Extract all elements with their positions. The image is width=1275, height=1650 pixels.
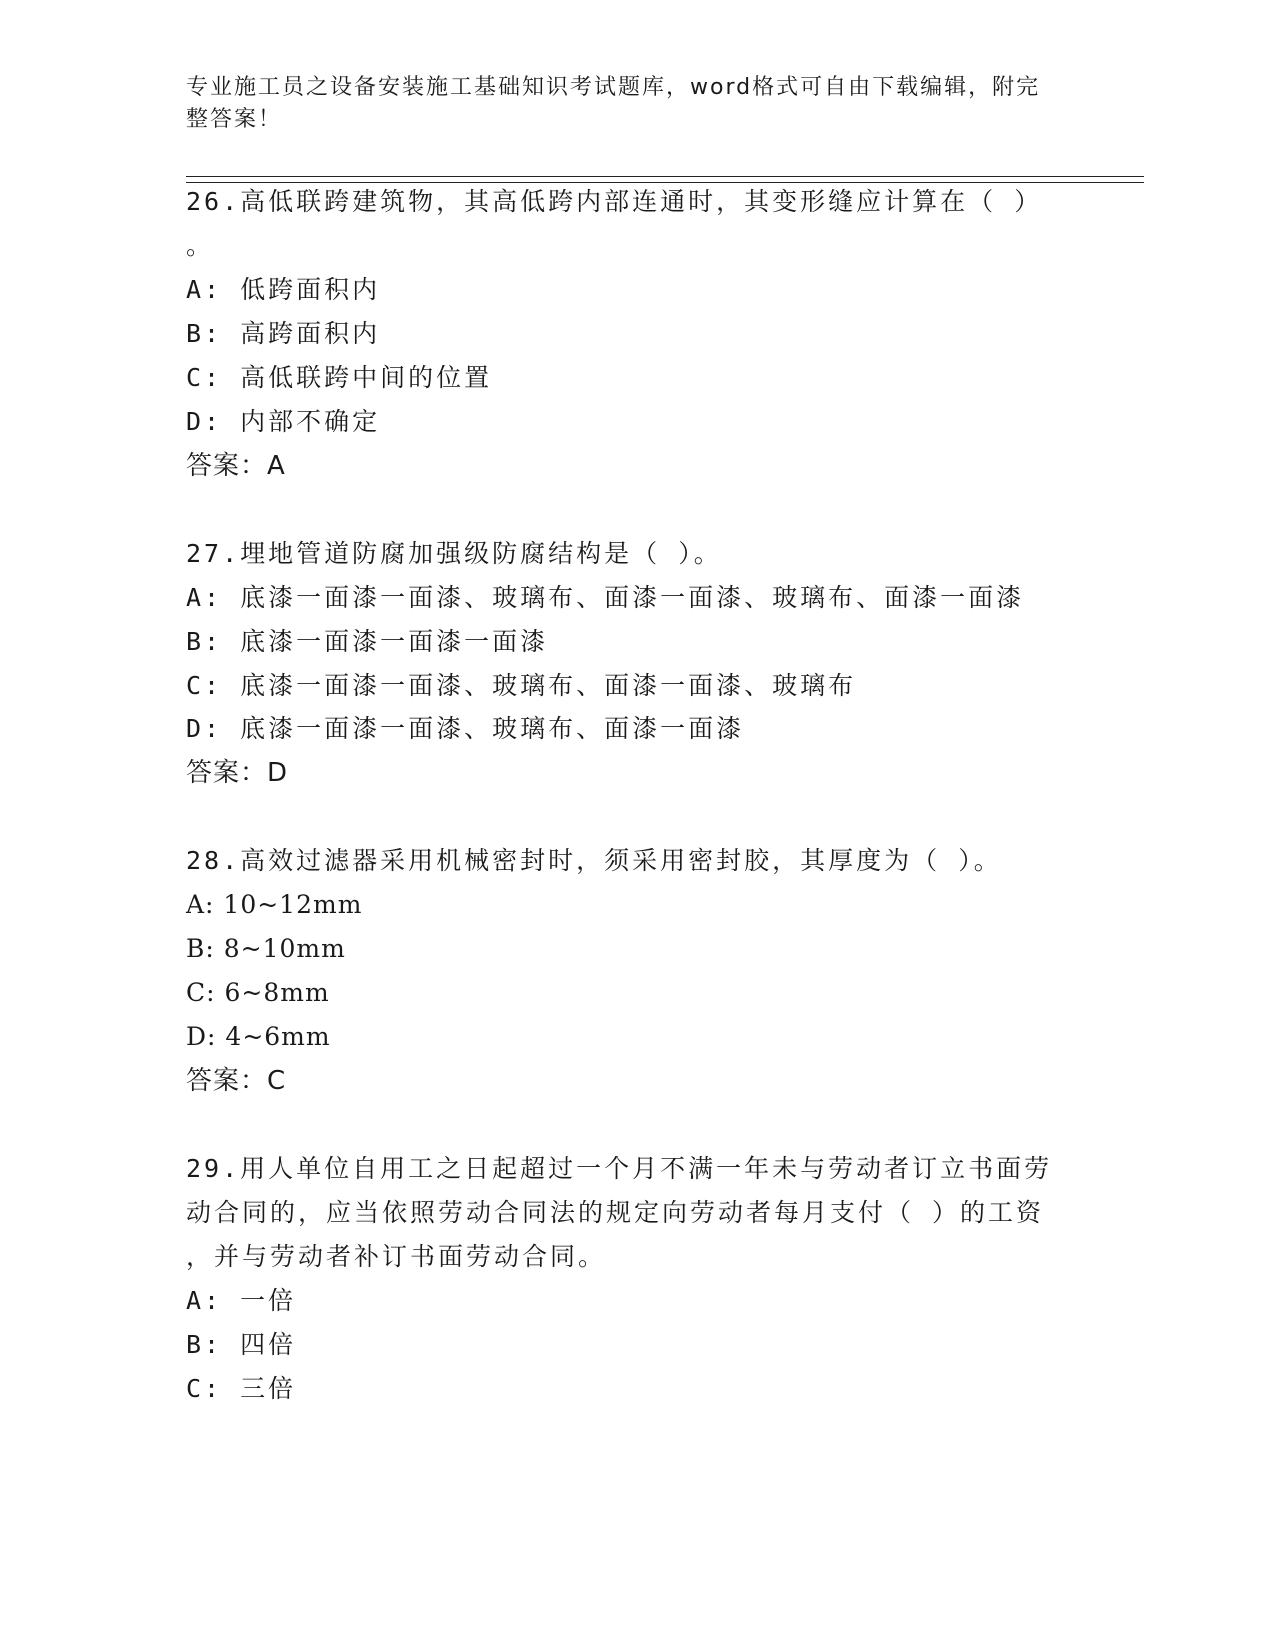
question-29-stem-2: 动合同的，应当依照劳动合同法的规定向劳动者每月支付（ ）的工资 xyxy=(186,1198,1045,1227)
question-29-option-b: B: 四倍 xyxy=(186,1330,297,1359)
question-27-stem: 27.埋地管道防腐加强级防腐结构是（ ）。 xyxy=(186,539,722,568)
question-27-option-d: D: 底漆一面漆一面漆、玻璃布、面漆一面漆 xyxy=(186,714,745,743)
header-divider-bottom xyxy=(186,182,1144,183)
question-28-option-c: C: 6~8mm xyxy=(186,978,330,1007)
question-26-answer: 答案：A xyxy=(186,451,286,481)
question-29-stem-1: 29.用人单位自用工之日起超过一个月不满一年未与劳动者订立书面劳 xyxy=(186,1154,1053,1183)
question-27-option-a: A: 底漆一面漆一面漆、玻璃布、面漆一面漆、玻璃布、面漆一面漆 xyxy=(186,583,1025,612)
question-26-option-b: B: 高跨面积内 xyxy=(186,319,381,348)
question-28-option-d: D: 4~6mm xyxy=(186,1022,331,1051)
question-26-option-d: D: 内部不确定 xyxy=(186,407,381,436)
question-26-option-a: A: 低跨面积内 xyxy=(186,275,381,304)
header-divider-top xyxy=(186,176,1144,177)
header-line-1: 专业施工员之设备安装施工基础知识考试题库，word格式可自由下载编辑，附完 xyxy=(186,75,1041,100)
question-27-option-b: B: 底漆一面漆一面漆一面漆 xyxy=(186,627,549,656)
question-28-option-b: B: 8~10mm xyxy=(186,934,346,963)
question-29-stem-3: ，并与劳动者补订书面劳动合同。 xyxy=(186,1242,607,1271)
question-29-option-c: C: 三倍 xyxy=(186,1374,297,1403)
question-28-stem: 28.高效过滤器采用机械密封时，须采用密封胶，其厚度为（ ）。 xyxy=(186,846,1002,875)
question-27-option-c: C: 底漆一面漆一面漆、玻璃布、面漆一面漆、玻璃布 xyxy=(186,671,857,700)
question-27-answer: 答案：D xyxy=(186,758,289,788)
question-26-stem-1: 26.高低联跨建筑物，其高低跨内部连通时，其变形缝应计算在（ ） xyxy=(186,187,1043,216)
question-28-option-a: A: 10~12mm xyxy=(186,890,363,919)
header-line-2: 整答案！ xyxy=(186,107,283,132)
question-26-stem-2: 。 xyxy=(186,231,215,260)
question-29-option-a: A: 一倍 xyxy=(186,1286,297,1315)
question-26-option-c: C: 高低联跨中间的位置 xyxy=(186,363,493,392)
question-28-answer: 答案：C xyxy=(186,1066,287,1096)
document-header xyxy=(186,72,1086,136)
